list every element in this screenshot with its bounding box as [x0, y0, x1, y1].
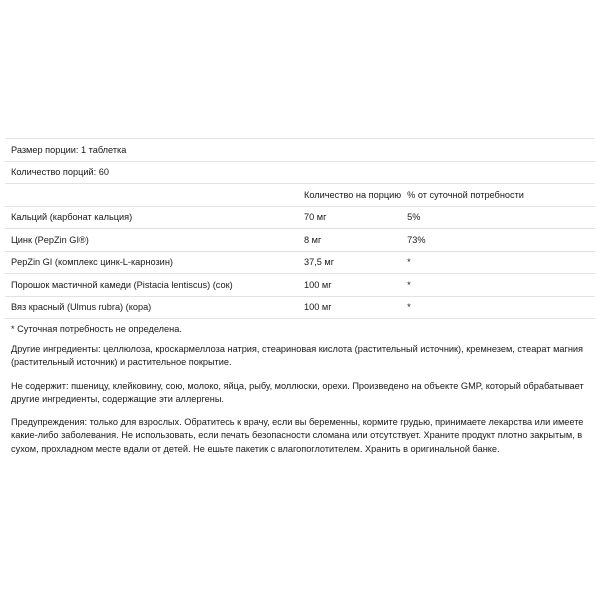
ingredient-amount: 100 мг — [298, 296, 401, 319]
header-row — [5, 184, 595, 207]
ingredient-name: PepZin GI (комплекс цинк-L-карнозин) — [5, 251, 298, 274]
table-row — [5, 229, 595, 252]
ingredient-daily: 73% — [401, 229, 595, 252]
daily-value-footnote: * Суточная потребность не определена. — [11, 324, 182, 334]
ingredient-daily: * — [401, 274, 595, 297]
ingredient-amount: 37,5 мг — [298, 251, 401, 274]
warnings: Предупреждения: только для взрослых. Обратитесь к врачу, если вы беременны, кормите грудью, принимаете лекарства или имеете какие-либо заболевания. Не использовать, если печать безопасности сломана или отсутствует. Храните продукт плотно закрытым, в сухом, прохладном месте вдали от детей. Не ешьте пакетик с влагопоглотителем. Хранить в оригинальной банке. — [11, 417, 584, 454]
other-ingredients: Другие ингредиенты: целлюлоза, кроскармеллоза натрия, стеариновая кислота (растительный источник), кремнезем, стеарат магния (растительный источник) и растительное покрытие. — [11, 344, 584, 368]
supplement-facts — [5, 138, 595, 466]
ingredient-daily: * — [401, 296, 595, 319]
servings-row — [5, 161, 595, 184]
table-row — [5, 206, 595, 229]
allergen-statement: Не содержит: пшеницу, клейковину, сою, молоко, яйца, рыбу, моллюски, орехи. Произведено на объекте GMP, который обрабатывает другие ингредиенты, содержащие эти аллергены. — [11, 380, 584, 404]
header-amount: Количество на порцию — [298, 184, 401, 207]
serving-size: Размер порции: 1 таблетка — [5, 139, 595, 162]
header-daily: % от суточной потребности — [401, 184, 595, 207]
supplement-facts-table — [5, 138, 595, 319]
ingredient-amount: 8 мг — [298, 229, 401, 252]
ingredient-name: Кальций (карбонат кальция) — [5, 206, 298, 229]
header-name — [5, 184, 298, 207]
serving-size-row — [5, 139, 595, 162]
table-row — [5, 296, 595, 319]
ingredient-name: Порошок мастичной камеди (Pistacia lentiscus) (сок) — [5, 274, 298, 297]
ingredient-amount: 70 мг — [298, 206, 401, 229]
table-row — [5, 251, 595, 274]
ingredient-amount: 100 мг — [298, 274, 401, 297]
servings-count: Количество порций: 60 — [5, 161, 595, 184]
ingredient-name: Вяз красный (Ulmus rubra) (кора) — [5, 296, 298, 319]
ingredient-daily: * — [401, 251, 595, 274]
ingredient-name: Цинк (PepZin GI®) — [5, 229, 298, 252]
ingredient-daily: 5% — [401, 206, 595, 229]
table-row — [5, 274, 595, 297]
